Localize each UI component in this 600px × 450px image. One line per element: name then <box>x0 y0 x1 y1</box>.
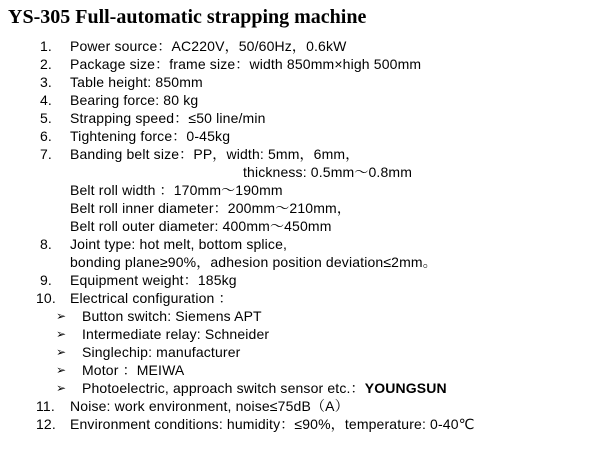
sub-item-text <box>82 379 447 397</box>
item-text: Strapping speed：≤50 line/min <box>70 110 266 126</box>
sub-item-text: Button switch: Siemens APT <box>82 308 262 324</box>
sub-item-text: Motor ：MEIWA <box>82 362 185 378</box>
item-number: 7. <box>40 146 52 162</box>
item-text: Tightening force：0-45kg <box>70 128 231 144</box>
item-number: 4. <box>40 92 52 108</box>
item-number: 12. <box>36 416 56 432</box>
arrow-bullet-icon: ➢ <box>56 309 67 323</box>
item-text: Environment conditions: humidity：≤90%，temperature: 0-40℃ <box>70 416 475 432</box>
belt-roll-width: Belt roll width ：170mm～190mm <box>70 182 283 198</box>
item-number: 6. <box>40 128 52 144</box>
belt-roll-outer-diameter: Belt roll outer diameter: 400mm～450mm <box>70 218 332 234</box>
item-text: Electrical configuration ： <box>70 290 233 306</box>
item-text: Power source：AC220V，50/60Hz，0.6kW <box>70 38 347 54</box>
sub-item-text: Singlechip: manufacturer <box>82 344 241 360</box>
arrow-bullet-icon: ➢ <box>56 345 67 359</box>
sub-item-label: Photoelectric, approach switch sensor etc.： <box>82 380 365 396</box>
sub-item-text: Intermediate relay: Schneider <box>82 326 270 342</box>
item-text: Table height: 850mm <box>70 74 203 90</box>
item-number: 3. <box>40 74 52 90</box>
item-number: 2. <box>40 56 52 72</box>
item-text: Noise: work environment, noise≤75dB（A） <box>70 398 349 414</box>
item-text: Package size：frame size：width 850mm×high 500mm <box>70 56 422 72</box>
item-text: Equipment weight：185kg <box>70 272 237 288</box>
item-number: 10. <box>36 290 56 306</box>
item-number: 9. <box>40 272 52 288</box>
document-title: YS-305 Full-automatic strapping machine <box>8 6 367 28</box>
arrow-bullet-icon: ➢ <box>56 381 67 395</box>
belt-roll-inner-diameter: Belt roll inner diameter：200mm～210mm， <box>70 200 351 216</box>
arrow-bullet-icon: ➢ <box>56 363 67 377</box>
arrow-bullet-icon: ➢ <box>56 327 67 341</box>
item-number: 8. <box>40 236 52 252</box>
item-number: 1. <box>40 38 52 54</box>
item-text: Joint type: hot melt, bottom splice, <box>70 236 288 252</box>
item-number: 5. <box>40 110 52 126</box>
item-number: 11. <box>36 398 55 414</box>
item-text: Banding belt size：PP，width: 5mm，6mm， <box>70 146 360 162</box>
belt-thickness: thickness: 0.5mm～0.8mm <box>243 164 413 180</box>
item-text: Bearing force: 80 kg <box>70 92 199 108</box>
joint-type-continuation: bonding plane≥90%，adhesion position deviation≤2mm。 <box>70 254 437 270</box>
brand-name: YOUNGSUN <box>364 380 447 396</box>
